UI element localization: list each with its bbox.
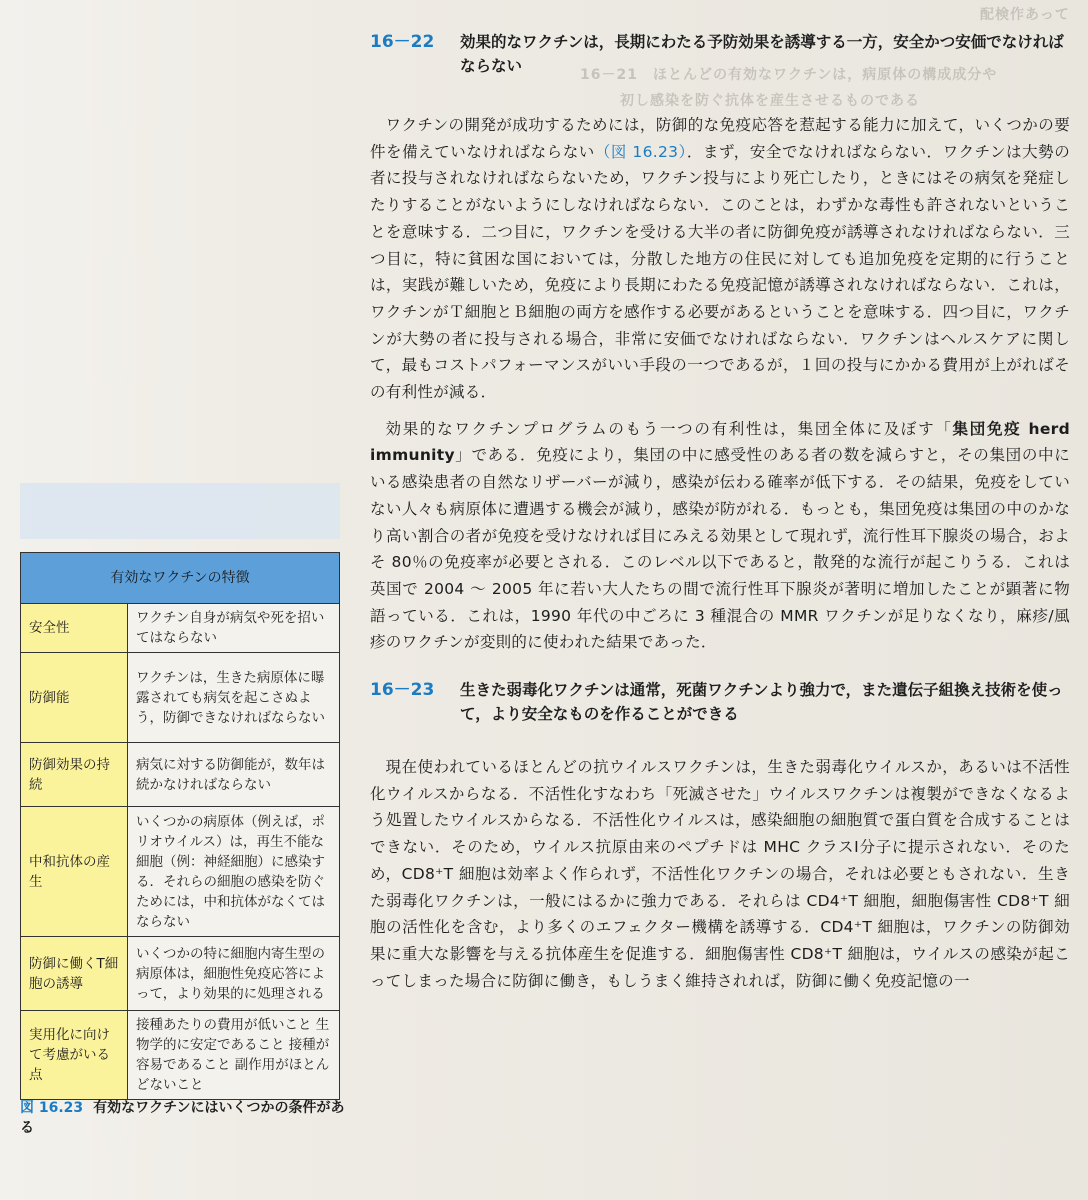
- paragraph-text: 効果的なワクチンプログラムのもう一つの有利性は，集団全体に及ぼす「: [385, 419, 953, 438]
- main-text-column: [370, 30, 1070, 994]
- paragraph-text: ワクチンの開発が成功するためには，防御的な免疫応答を惹起する能力に加えて，いくつかの要件を備えていなければならない: [370, 116, 1070, 161]
- section-number: 16－22: [370, 32, 435, 52]
- row-label: 中和抗体の産生: [21, 807, 128, 937]
- row-desc: いくつかの病原体（例えば，ポリオウイルス）は，再生不能な細胞（例：神経細胞）に感染する．それらの細胞の感染を防ぐためには，中和抗体がなくてはならない: [128, 807, 340, 937]
- row-desc: ワクチンは，生きた病原体に曝露されても病気を起こさぬよう，防御できなければならない: [128, 653, 340, 743]
- table-row: [21, 653, 340, 743]
- figure-number: 図 16.23: [20, 1100, 84, 1116]
- section-heading: [370, 30, 1070, 78]
- table-row: [21, 743, 340, 807]
- section-title: 生きた弱毒化ワクチンは通常，死菌ワクチンより強力で，また遺伝子組換え技術を使って，より安全なものを作ることができる: [460, 681, 1063, 724]
- row-desc: ワクチン自身が病気や死を招いてはならない: [128, 604, 340, 653]
- paragraph: [370, 416, 1070, 656]
- row-desc: 病気に対する防御能が，数年は続かなければならない: [128, 743, 340, 807]
- vaccine-features-table: [20, 552, 340, 1100]
- bleed-through-line-b: 初し感染を防ぐ抗体を産生させるものである: [620, 93, 920, 109]
- row-label: 防御に働くT細胞の誘導: [21, 937, 128, 1011]
- figure-caption-text: 有効なワクチンにはいくつかの条件がある: [20, 1100, 345, 1136]
- row-label: 実用化に向けて考慮がいる点: [21, 1011, 128, 1100]
- section-heading: [370, 678, 1070, 726]
- ghost-banner: [20, 483, 340, 539]
- row-label: 防御能: [21, 653, 128, 743]
- bleed-through-line-a: 16－21 ほとんどの有効なワクチンは，病原体の構成成分や: [580, 67, 998, 83]
- paragraph: [370, 112, 1070, 406]
- glossary-term: 集団免疫 herd immunity: [370, 419, 1070, 465]
- figure-reference-link[interactable]: （図 16.23）: [594, 142, 687, 161]
- row-desc: いくつかの特に細胞内寄生型の病原体は，細胞性免疫応答によって，より効果的に処理される: [128, 937, 340, 1011]
- row-desc: 接種あたりの費用が低いこと 生物学的に安定であること 接種が容易であること 副作用がほとんどないこと: [128, 1011, 340, 1100]
- figure-caption: [20, 1098, 350, 1138]
- table-row: [21, 807, 340, 937]
- section-number: 16－23: [370, 680, 435, 701]
- paragraph-text: 」である．免疫により，集団の中に感受性のある者の数を減らすと，その集団の中にいる感染患者の自然なリザーバーが減り，感染が伝わる確率が低下する．その結果，免疫をしていない人々も病原体に遭遇する機会が減り，感染が防がれる．もっとも，集団免疫は集団の中のかなり高い割合の者が免疫を受けなければ目にみえる効果として現れず，流行性耳下腺炎の場合，およそ 80％の免疫率が必要とされる．このレベル以下であると，散発的な流行が起こりうる．これは英国で 2004 ～ 2005 年に若い大人たちの間で流行性耳下腺炎が著明に増加したことが顕著に物語っている．これは，1990 年代の中ごろに 3 種混合の MMR ワクチンが足りなくなり，麻疹/風疹のワクチンが変則的に使われた結果であった．: [370, 446, 1070, 652]
- bleed-through-top: 配検作あって: [980, 7, 1070, 23]
- paragraph: 現在使われているほとんどの抗ウイルスワクチンは，生きた弱毒化ウイルスか，あるいは不活性化ウイルスからなる．不活性化すなわち「死滅させた」ウイルスワクチンは複製ができなくなるよう処置したウイルスからなる．不活性化ウイルスは，感染細胞の細胞質で蛋白質を合成することはできない．そのため，ウイルス抗原由来のペプチドは MHC クラスⅠ分子に提示されない．そのため，CD8⁺T 細胞は効率よく作られず，不活性化ワクチンの場合，それは必要ともされない．生きた弱毒化ワクチンは，一般にはるかに強力である．それらは CD4⁺T 細胞，細胞傷害性 CD8⁺T 細胞の活性化を含む，より多くのエフェクター機構を誘導する．CD4⁺T 細胞は，ワクチンの防御効果に重大な影響を与える抗体産生を促進する．細胞傷害性 CD8⁺T 細胞は，ウイルスの感染が起こってしまった場合に防御に働き，もしうまく維持されれば，防御に働く免疫記憶の一: [370, 758, 1070, 990]
- paragraph-text: ．まず，安全でなければならない．ワクチンは大勢の者に投与されなければならないため，ワクチン投与により死亡したり，ときにはその病気を発症したりすることがないようにしなければならない．このことは，わずかな毒性も許されないということを意味する．二つ目に，ワクチンを受ける大半の者に防御免疫が誘導されなければならない．三つ目に，特に貧困な国においては，分散した地方の住民に対しても追加免疫を定期的に行うことは，実践が難しいため，免疫により長期にわたる免疫記憶が誘導されなければならない．これは，ワクチンがＴ細胞とＢ細胞の両方を感作する必要があるということを意味する．四つ目に，ワクチンが大勢の者に投与される場合，非常に安価でなければならない．ワクチンはヘルスケアに関して，最もコストパフォーマンスがいい手段の一つであるが，１回の投与にかかる費用が上がればその有利性が減る．: [370, 142, 1070, 402]
- table-header: 有効なワクチンの特徴: [21, 553, 340, 604]
- table-row: [21, 937, 340, 1011]
- table-row: [21, 604, 340, 653]
- section-title: 効果的なワクチンは，長期にわたる予防効果を誘導する一方，安全かつ安価でなければならない: [460, 33, 1064, 75]
- table-row: [21, 1011, 340, 1100]
- row-label: 防御効果の持続: [21, 743, 128, 807]
- row-label: 安全性: [21, 604, 128, 653]
